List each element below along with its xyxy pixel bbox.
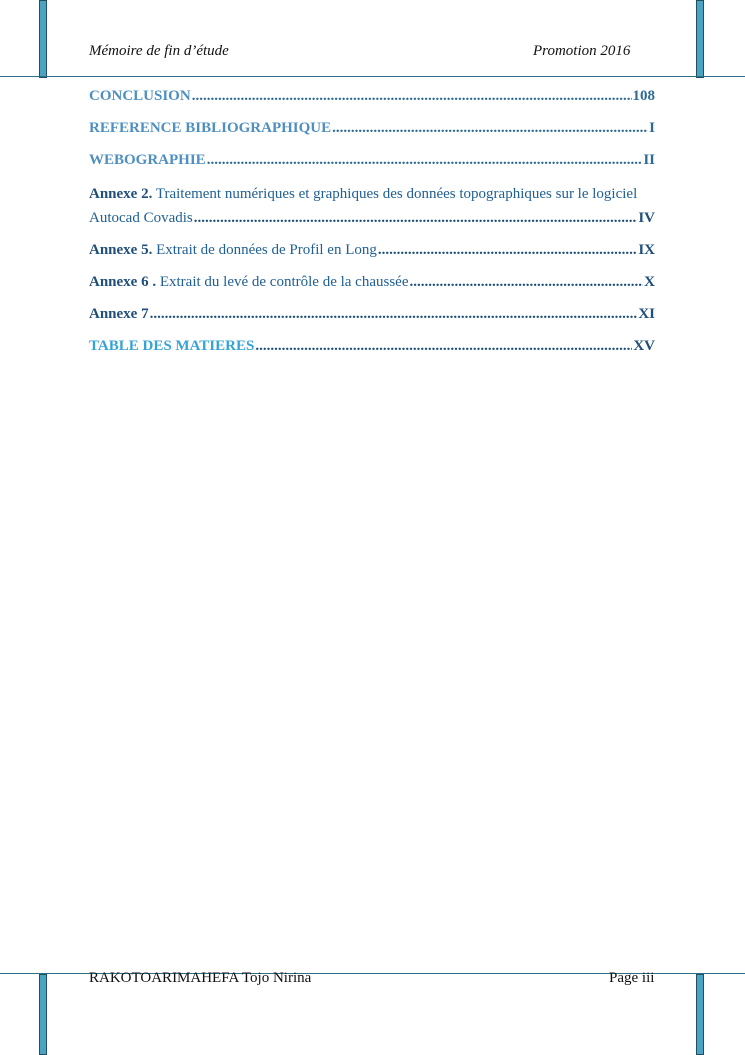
toc-text: Extrait du levé de contrôle de la chaussée — [156, 274, 409, 290]
toc-line-1 — [89, 181, 655, 207]
toc-page: XV — [633, 338, 655, 354]
toc-label — [89, 239, 377, 261]
top-right-bar — [696, 0, 704, 78]
toc-page: 108 — [632, 88, 655, 104]
toc-label: WEBOGRAPHIE — [89, 152, 206, 168]
toc-label: CONCLUSION — [89, 88, 191, 104]
footer-page-number: Page iii — [609, 970, 655, 986]
toc-annex-label: Annexe 6 . — [89, 274, 157, 290]
toc-page: II — [643, 152, 655, 168]
header-title: Mémoire de fin d’étude — [89, 43, 229, 59]
toc-page: X — [644, 274, 655, 290]
table-of-contents — [89, 85, 655, 367]
toc-entry-table-des-matieres[interactable] — [89, 335, 655, 357]
toc-label: REFERENCE BIBLIOGRAPHIQUE — [89, 120, 332, 136]
toc-label: TABLE DES MATIERES — [89, 338, 255, 354]
bottom-right-bar — [696, 974, 704, 1055]
toc-leader — [192, 85, 632, 107]
bottom-left-bar — [39, 974, 47, 1055]
toc-text: Traitement numériques et graphiques des données topographiques sur le logiciel — [152, 186, 638, 202]
toc-entry-annexe-2[interactable] — [89, 181, 655, 229]
toc-page: IX — [638, 242, 655, 258]
footer-author: RAKOTOARIMAHEFA Tojo Nirina — [89, 970, 312, 986]
toc-entry-references[interactable] — [89, 117, 655, 139]
toc-entry-annexe-5[interactable] — [89, 239, 655, 261]
toc-label — [89, 271, 409, 293]
toc-leader — [150, 303, 638, 325]
toc-label — [89, 303, 149, 325]
header-rule — [0, 76, 745, 77]
toc-entry-annexe-7[interactable] — [89, 303, 655, 325]
toc-line-2 — [89, 207, 655, 229]
top-left-bar — [39, 0, 47, 78]
header-promotion: Promotion 2016 — [533, 43, 631, 59]
toc-page: IV — [638, 210, 655, 226]
toc-entry-webographie[interactable] — [89, 149, 655, 171]
toc-leader — [378, 239, 637, 261]
toc-leader — [410, 271, 644, 293]
toc-leader — [332, 117, 648, 139]
toc-page: XI — [638, 306, 655, 322]
toc-annex-label: Annexe 7 — [89, 306, 149, 322]
toc-leader — [255, 335, 632, 357]
toc-leader — [207, 149, 643, 171]
toc-entry-annexe-6[interactable] — [89, 271, 655, 293]
toc-annex-label: Annexe 5. — [89, 242, 153, 258]
toc-annex-label: Annexe 2. — [89, 186, 153, 202]
toc-leader — [194, 207, 638, 229]
toc-text: Extrait de données de Profil en Long — [152, 242, 377, 258]
toc-text: Autocad Covadis — [89, 210, 193, 226]
toc-entry-conclusion[interactable] — [89, 85, 655, 107]
toc-page: I — [649, 120, 655, 136]
